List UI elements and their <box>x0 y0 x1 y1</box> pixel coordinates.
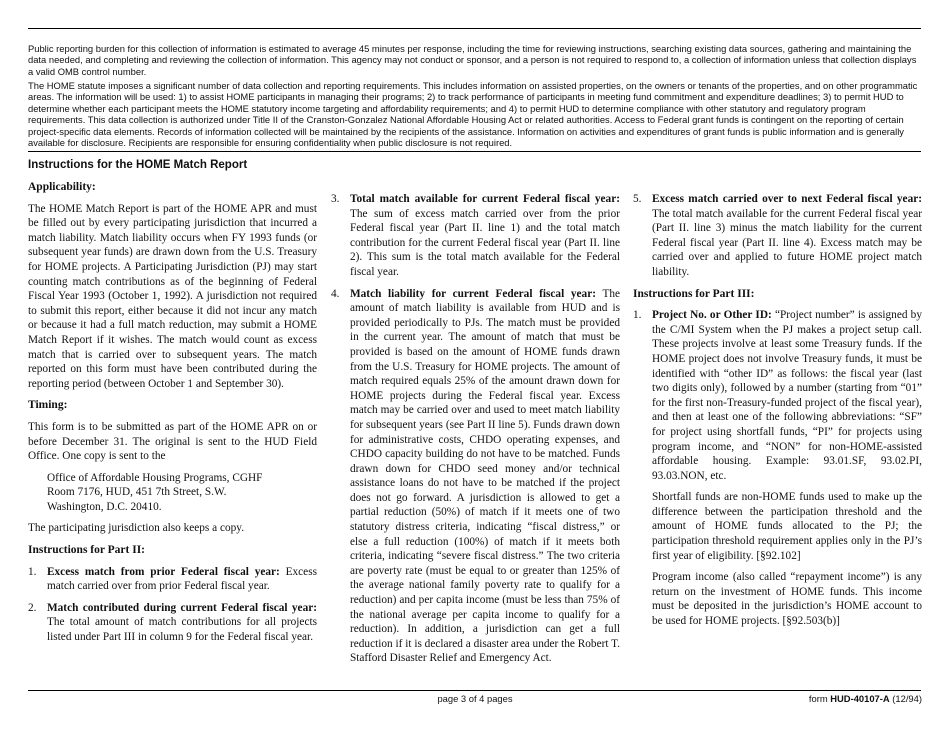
item-text: The amount of match liability is available from HUD and is provided periodically to PJs. The match must be provided in the current year. The amount of match that must be provided is based on the amount of HOME funds drawn from the U.S. Treasury for HOME projects. The amount of match required equals 25% of the amount drawn down for HOME projects during the Federal fiscal year. Excess match may be carried over and used to meet match liability for subsequent years (see Part II line 5). Funds drawn down for administrative costs, CHDO operating expenses, and CHDO capacity building do not have to be matched. Funds drawn down for CHDO seed money and/or technical assistance loans do not have to be matched if the project does not go forward. A jurisdiction is allowed to get a partial reduction (50%) of match if it meets one of two statutory distress criteria, indicating “fiscal distress,” or else a full reduction (100%) of match if it meets both criteria, indicating “severe fiscal distress.” The two criteria are poverty rate (must be equal to or greater than 125% of the average national family poverty rate to qualify for a reduction) and per capita income (must be less than 75% of the national average per capita income to qualify for a reduction). In addition, a jurisdiction can get a full reduction if it is declared a disaster area under the Robert T. Stafford Disaster Relief and Emergency Act. <box>350 287 621 665</box>
top-rule <box>28 28 921 29</box>
page-title: Instructions for the HOME Match Report <box>28 159 248 171</box>
address-line: Office of Affordable Housing Programs, CGHF <box>47 471 263 484</box>
part2-item-1 <box>28 565 317 594</box>
item-text: The total match available for the current Federal fiscal year (Part II. line 3) minus the match liability for the current Federal fiscal year (Part II. line 4). Excess match may be carried over and applied to future HOME project match liability. <box>652 207 922 278</box>
item-body <box>47 601 317 645</box>
item-number: 1. <box>28 565 37 578</box>
item-label: Project No. or Other ID: <box>652 309 772 322</box>
item-label: Excess match from prior Federal fiscal year: <box>47 565 280 578</box>
burden-statement <box>28 43 921 77</box>
statute-statement <box>28 80 921 148</box>
part2-heading: Instructions for Part II: <box>28 544 146 557</box>
applicability-heading: Applicability: <box>28 181 96 193</box>
form-prefix: form <box>808 693 828 704</box>
copy-text: The participating jurisdiction also keeps a copy. <box>28 522 245 535</box>
header-rule <box>28 151 921 152</box>
item-label: Total match available for current Federal fiscal year: <box>350 193 620 205</box>
form-id: HUD-40107-A <box>830 693 890 704</box>
item-body <box>47 565 317 594</box>
mailing-address <box>28 471 317 515</box>
shortfall-text: Shortfall funds are non-HOME funds used to make up the difference between the participation threshold and the amount of HOME funds allocated to the PJ; the participation threshold requirement applies only in the PJ’s first year of eligibility. [§92.102] <box>652 491 922 562</box>
item-label: Match contributed during current Federal fiscal year: <box>47 601 317 614</box>
item-text: “Project number” is assigned by the C/MI System when the PJ makes a project setup call. These projects involve at least some Treasury funds. If the HOME project does not involve Treasury funds, it must be identified with “other ID” as follows: the fiscal year (last two digits only), followed by a number (starting from “01” for the first non-Treasury-funded project of the fiscal year), and then at least one of the following abbreviations: “SF” for project using shortfall funds, “PI” for projects using program income, and “NON” for non-HOME-assisted affordable housing. Example: 93.01.SF, 93.02.PI, 93.03.NON, etc. <box>652 309 922 482</box>
item-number: 5. <box>633 193 642 205</box>
part2-item-2 <box>28 601 317 645</box>
column-2 <box>331 192 620 673</box>
item-body <box>652 192 922 280</box>
footer-rule <box>28 690 921 691</box>
timing-text: This form is to be submitted as part of the HOME APR on or before December 31. The original is sent to the HUD Field Office. One copy is sent to the <box>28 420 317 463</box>
item-label: Match liability for current Federal fiscal year: <box>350 287 596 300</box>
burden-paragraph: Public reporting burden for this collection of information is estimated to average 45 minutes per response, including the time for reviewing instructions, searching existing data sources, gathering and maintaining the data needed, and completing and reviewing the collection of information. This agency may not conduct or sponsor, and a person is not required to respond to, a collection of information unless that collection displays a valid OMB control number. <box>28 43 917 77</box>
item-text: The sum of excess match carried over from the prior Federal fiscal year (Part II. line 1) and the total match contribution for the current Federal fiscal year (Part II. line 2). This sum is the total match available for the Federal fiscal year. <box>350 207 620 278</box>
item-number: 1. <box>633 309 642 322</box>
page-number: page 3 of 4 pages <box>437 693 513 704</box>
item-body <box>652 308 922 483</box>
column-1 <box>28 180 317 652</box>
column-3 <box>633 192 922 636</box>
item-number: 3. <box>331 193 340 205</box>
item-number: 2. <box>28 601 37 614</box>
item-text: Excess match carried over from prior Federal fiscal year. <box>47 565 317 593</box>
part3-item-1 <box>633 308 922 483</box>
address-line: Room 7176, HUD, 451 7th Street, S.W. <box>47 486 227 499</box>
address-line: Washington, D.C. 20410. <box>47 500 162 513</box>
part2-item-4 <box>331 287 620 666</box>
form-identifier <box>809 693 922 704</box>
item-label: Excess match carried over to next Federal fiscal year: <box>652 193 922 205</box>
item-text: The total amount of match contributions for all projects listed under Part III in column 9 for the Federal fiscal year. <box>47 616 317 644</box>
timing-heading: Timing: <box>28 399 68 412</box>
program-income-text: Program income (also called “repayment income”) is any return on the investment of HOME funds. This income must be deposited in the jurisdiction’s HOME account to be used for HOME projects. [§92.503(b)] <box>652 571 922 628</box>
part2-item-5 <box>633 192 922 280</box>
item-body <box>350 192 620 280</box>
statute-paragraph: The HOME statute imposes a significant number of data collection and reporting requirements. This includes information on assisted properties, on the owners or tenants of the properties, and on other programmatic areas. The information will be used: 1) to assist HOME participants in managing their programs; 2) to track performance of participants in meeting fund commitment and expenditure deadlines; 3) to permit HUD to determine whether each participant meets the HOME statutory income targeting and affordability requirements; and 4) to permit HUD to determine compliance with other statutory and regulatory program requirements. This data collection is authorized under Title II of the Cranston-Gonzalez National Affordable Housing Act or related authorities. Access to Federal grant funds is contingent on the reporting of certain project-specific data elements. Records of information collected will be maintained by the recipients of the assistance. Information on activities and expenditures of grant funds is public information and is generally available for disclosure. Recipients are responsible for ensuring confidentiality when public disclosure is not required. <box>28 80 918 149</box>
part2-item-3 <box>331 192 620 280</box>
item-body <box>350 287 620 666</box>
applicability-text: The HOME Match Report is part of the HOME APR and must be filled out by every participating jurisdiction that incurred a match liability. Match liability occurs when FY 1993 funds (or subsequent year funds) are drawn down from the U.S. Treasury for HOME projects. A Participating Jurisdiction (PJ) may start counting match contributions as of the beginning of Federal Fiscal Year 1993 (October 1, 1992). A jurisdiction not required to submit this report, either because it did not incur any match or because it had a full match reduction, may submit a HOME Match Report if it wishes. The match would count as excess match that is carried over to subsequent years. The match reported on this form must have been contributed during the reporting period (between October 1 and September 30). <box>28 202 317 390</box>
form-date: (12/94) <box>892 693 922 704</box>
part3-heading: Instructions for Part III: <box>633 287 755 300</box>
item-number: 4. <box>331 287 340 300</box>
